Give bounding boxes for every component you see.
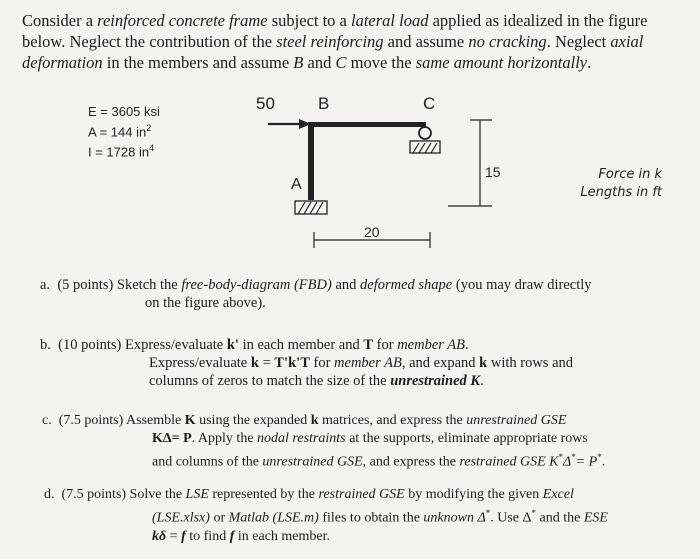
symbol-T: T <box>363 337 374 353</box>
term-deformation: deformation <box>22 53 103 72</box>
question-b <box>40 336 573 390</box>
text: (5 points) Sketch the <box>57 277 182 293</box>
text: using the expanded <box>195 413 311 428</box>
text: represented by the <box>208 487 319 502</box>
text: I = 1728 in <box>88 144 150 160</box>
file-lse-xlsx: (LSE.xlsx) <box>152 510 210 526</box>
superscript: * <box>531 508 536 518</box>
term-unrestrained-gse: unrestrained GSE <box>262 454 363 470</box>
text: A = 144 in <box>88 124 147 140</box>
term-reinforced-concrete-frame: reinforced concrete frame <box>97 11 268 30</box>
text: below. Neglect the contribution of the <box>22 32 277 51</box>
symbol-delta: Δ <box>562 454 572 470</box>
text: for <box>373 337 398 353</box>
units-force: Force in k <box>598 167 662 182</box>
term-member-ab: member AB <box>397 337 465 353</box>
text: . <box>601 454 606 470</box>
term-lateral-load: lateral load <box>351 11 429 30</box>
text: . Use Δ <box>490 510 532 526</box>
beam-BC <box>308 122 426 127</box>
symbol-P: = P <box>575 454 598 470</box>
width-dim-label: 20 <box>364 224 380 240</box>
text: and <box>331 277 361 293</box>
symbol-k-prime: k' <box>226 337 239 353</box>
text: Express/evaluate <box>149 355 251 371</box>
file-lse-m: Matlab (LSE.m) <box>228 510 319 526</box>
term-unknown-delta: unknown Δ <box>423 510 486 526</box>
text: , and expand <box>401 355 480 371</box>
text: in the members and assume <box>102 53 294 72</box>
units-length: Lengths in ft <box>580 185 662 200</box>
text: move the <box>346 53 416 72</box>
text: (you may draw directly <box>452 277 592 293</box>
symbol-k-delta: kδ <box>152 528 167 544</box>
symbol-T-prime: T' <box>274 355 289 371</box>
q-c-line-2 <box>42 430 605 448</box>
node-C-label: C <box>423 94 436 113</box>
term-deformed-shape: deformed shape <box>360 277 453 293</box>
height-dim-label: 15 <box>485 164 501 180</box>
q-d-marker: d. <box>44 487 55 502</box>
text: with rows and <box>487 355 574 371</box>
text: . Neglect <box>546 32 611 51</box>
node-A-label: A <box>291 176 302 193</box>
text: . <box>480 373 484 389</box>
symbol-K: K <box>184 413 196 428</box>
text: (10 points) Express/evaluate <box>58 337 227 353</box>
text: in each member and <box>238 337 364 353</box>
text: . Apply the <box>191 431 258 446</box>
term-same-amount-horizontally: same amount horizontally <box>415 53 588 72</box>
term-unrestrained-K: unrestrained K <box>390 373 481 389</box>
roller-pin-C <box>419 127 431 139</box>
text: (7.5 points) Assemble <box>58 413 185 428</box>
question-c <box>42 412 605 472</box>
term-restrained-gse: restrained GSE <box>318 487 405 502</box>
superscript: * <box>571 452 576 462</box>
node-B-label: B <box>318 94 330 113</box>
symbol-k: k <box>479 355 488 371</box>
q-b-line-3 <box>40 372 573 390</box>
text: at the supports, eliminate appropriate rows <box>345 431 588 446</box>
q-c-marker: c. <box>42 413 52 428</box>
superscript: * <box>485 508 491 518</box>
text: subject to a <box>267 11 352 30</box>
load-value-label: 50 <box>256 94 275 113</box>
term-excel: Excel <box>542 487 574 502</box>
text: and columns of the <box>152 454 263 470</box>
q-b-line-1 <box>40 336 573 354</box>
term-member-ab: member AB <box>334 355 402 371</box>
text: . <box>587 53 592 72</box>
superscript: 2 <box>146 123 152 133</box>
question-a <box>40 276 592 312</box>
q-d-line-3 <box>44 528 608 546</box>
q-a-marker: a. <box>40 277 51 293</box>
text: to find <box>185 528 230 544</box>
term-nodal-restraints: nodal restraints <box>257 431 346 446</box>
q-a-line-1 <box>40 276 592 294</box>
equation-K-delta-P: KΔ= P <box>152 431 192 446</box>
text: by modifying the given <box>404 487 543 502</box>
text: (7.5 points) Solve the <box>61 487 186 502</box>
units-note <box>566 166 662 202</box>
q-c-line-3 <box>42 448 605 472</box>
term-lse: LSE <box>185 487 209 502</box>
q-b-marker: b. <box>40 337 51 353</box>
text: and the <box>535 510 584 526</box>
symbol-f: f <box>229 528 235 544</box>
symbol-f: f <box>181 528 186 544</box>
text: in each member. <box>234 528 331 544</box>
term-steel-reinforcing: steel reinforcing <box>276 32 384 51</box>
term-unrestrained-gse: unrestrained GSE <box>466 413 567 428</box>
text: = <box>258 355 275 371</box>
symbol-k-prime: k' <box>288 355 301 371</box>
question-d <box>44 486 608 546</box>
text: and assume <box>383 32 469 51</box>
term-axial: axial <box>610 32 644 51</box>
term-fbd: free-body-diagram (FBD) <box>181 277 332 293</box>
symbol-T: T <box>300 355 310 371</box>
term-restrained-gse: restrained GSE K <box>459 454 559 470</box>
symbol-k: k <box>310 413 319 428</box>
q-a-line-2 <box>40 294 592 312</box>
text: = <box>166 528 182 544</box>
superscript: * <box>558 452 563 462</box>
text: matrices, and express the <box>318 413 467 428</box>
q-c-line-1 <box>42 412 605 430</box>
text: Consider a <box>22 11 98 30</box>
height-dimension <box>448 120 492 206</box>
text: and <box>303 53 336 72</box>
text: for <box>309 355 335 371</box>
text: on the figure above). <box>145 295 266 311</box>
term-no-cracking: no cracking <box>468 32 547 51</box>
q-b-line-2 <box>40 354 573 372</box>
text: , and express the <box>362 454 460 470</box>
text: applied as idealized in the figure <box>428 11 648 30</box>
superscript: * <box>597 452 602 462</box>
term-B: B <box>293 53 304 72</box>
q-d-line-2 <box>44 504 608 528</box>
text: files to obtain the <box>318 510 424 526</box>
text: . <box>464 337 469 353</box>
text: or <box>209 510 229 526</box>
q-d-line-1 <box>44 486 608 504</box>
term-ese: ESE <box>583 510 608 526</box>
column-AB <box>308 124 314 200</box>
text: E = 3605 ksi <box>88 104 160 119</box>
text: columns of zeros to match the size of the <box>149 373 391 389</box>
term-C: C <box>335 53 347 72</box>
symbol-k: k <box>250 355 259 371</box>
superscript: 4 <box>149 143 155 154</box>
